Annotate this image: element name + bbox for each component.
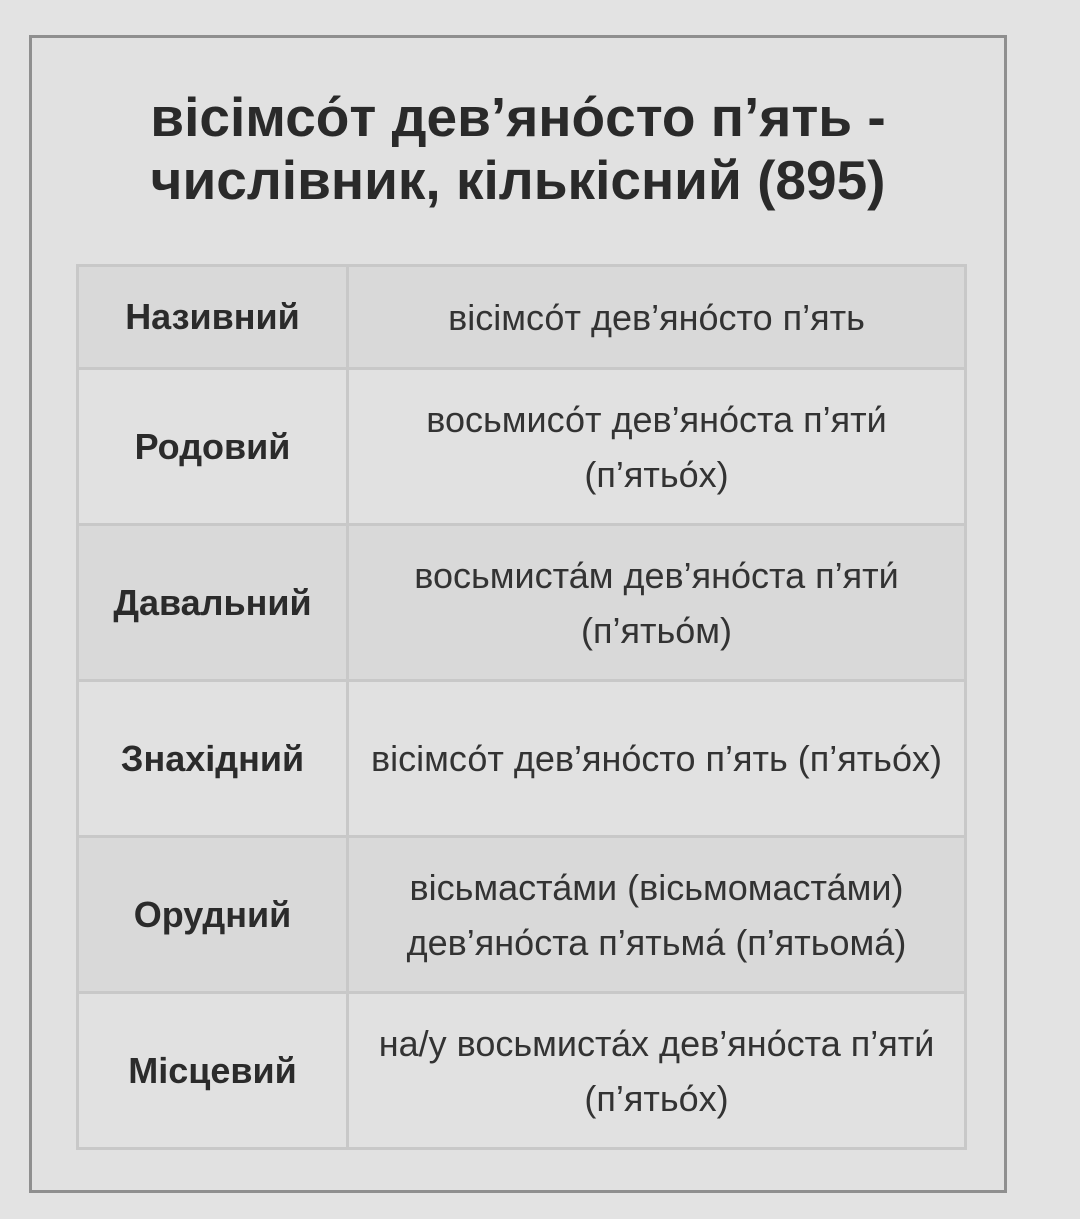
table-row — [78, 369, 966, 525]
page-title: вісімсо́т дев’яно́сто п’ять - числівник, кількісний (895) — [150, 86, 886, 211]
table-row — [78, 681, 966, 837]
case-name: Місцевий — [78, 993, 348, 1149]
case-name: Знахідний — [78, 681, 348, 837]
case-form: вісьмаста́ми (вісьмомаста́ми) дев’яно́ста п’ятьма́ (п’ятьома́) — [348, 837, 966, 993]
case-name: Орудний — [78, 837, 348, 993]
case-name: Називний — [78, 266, 348, 369]
declension-table — [76, 264, 967, 1150]
case-form: вісімсо́т дев’яно́сто п’ять (п’ятьо́х) — [348, 681, 966, 837]
case-form: вісімсо́т дев’яно́сто п’ять — [348, 266, 966, 369]
case-form: на/у восьмиста́х дев’яно́ста п’яти́ (п’ятьо́х) — [348, 993, 966, 1149]
case-form: восьмиста́м дев’яно́ста п’яти́ (п’ятьо́м) — [348, 525, 966, 681]
case-form: восьмисо́т дев’яно́ста п’яти́ (п’ятьо́х) — [348, 369, 966, 525]
case-name: Давальний — [78, 525, 348, 681]
case-name: Родовий — [78, 369, 348, 525]
table-row — [78, 837, 966, 993]
table-row — [78, 993, 966, 1149]
table-row — [78, 266, 966, 369]
declension-card — [29, 35, 1007, 1193]
table-row — [78, 525, 966, 681]
